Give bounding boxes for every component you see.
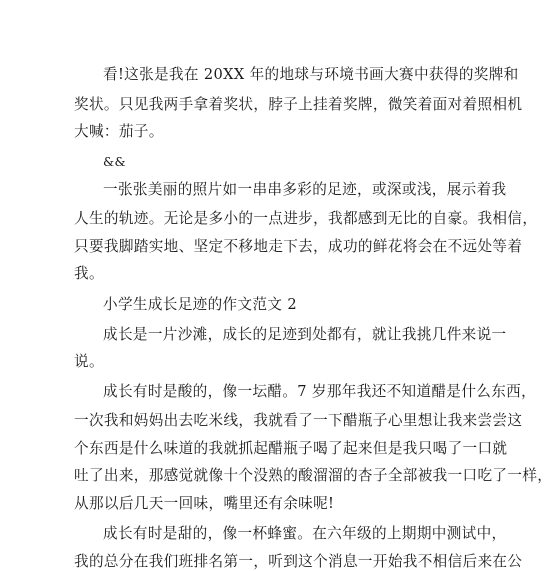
paragraph-line: 说。 bbox=[74, 353, 104, 370]
paragraph-line: 个东西是什么味道的我就抓起醋瓶子喝了起来但是我只喝了一口就 bbox=[74, 440, 508, 457]
paragraph-line: 从那以后几天一回味，嘴里还有余味呢! bbox=[74, 495, 335, 512]
separator-text: && bbox=[103, 154, 126, 169]
paragraph-line: 我。 bbox=[74, 265, 104, 282]
paragraph-line: 大喊：茄子。 bbox=[74, 123, 164, 140]
paragraph-line: 成长有时是酸的，像一坛醋。7 岁那年我还不知道醋是什么东西， bbox=[103, 383, 537, 400]
paragraph-line: 成长是一片沙滩，成长的足迹到处都有，就让我挑几件来说一 bbox=[103, 326, 507, 343]
paragraph-line: 成长有时是甜的，像一杯蜂蜜。在六年级的上期期中测试中， bbox=[103, 525, 507, 542]
paragraph-line: 一次我和妈妈出去吃米线，我就看了一下醋瓶子心里想让我来尝尝这 bbox=[74, 412, 523, 429]
paragraph-line: 我的总分在我们班排名第一，听到这个消息一开始我不相信后来在公 bbox=[74, 553, 523, 570]
paragraph-line: 只要我脚踏实地、坚定不移地走下去，成功的鲜花将会在不远处等着 bbox=[74, 238, 523, 255]
paragraph-line: 一张张美丽的照片如一串串多彩的足迹，或深或浅，展示着我 bbox=[103, 181, 507, 198]
section-title-text: 小学生成长足迹的作文范文 2 bbox=[103, 296, 297, 313]
paragraph-line: 奖状。只见我两手拿着奖状，脖子上挂着奖牌，微笑着面对着照相机 bbox=[74, 96, 523, 113]
paragraph-line: 看!这张是我在 20XX 年的地球与环境书画大赛中获得的奖牌和 bbox=[103, 66, 519, 83]
paragraph-line: 人生的轨迹。无论是多小的一点进步，我都感到无比的自豪。我相信， bbox=[74, 210, 538, 227]
paragraph-line: 吐了出来，那感觉就像十个没熟的酸溜溜的杏子全部被我一口吃了一样， bbox=[74, 467, 552, 484]
